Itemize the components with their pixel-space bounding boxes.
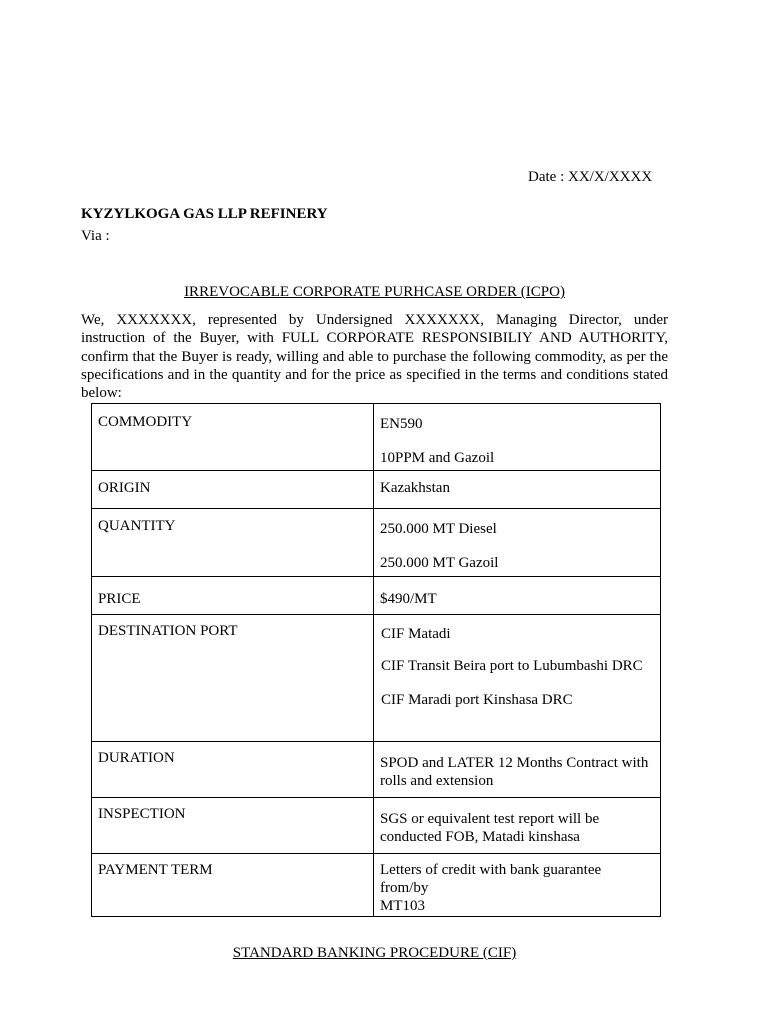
table-row-price (92, 577, 661, 615)
duration-value-cell (374, 742, 661, 798)
quantity-label-cell (92, 509, 374, 577)
inspection-value: SGS or equivalent test report will be conducted FOB, Matadi kinshasa (380, 811, 600, 845)
quantity-value-line: 250.000 MT Diesel (380, 521, 497, 537)
table-row-destination (92, 615, 661, 742)
quantity-value-line: 250.000 MT Gazoil (380, 555, 499, 571)
destination-label: DESTINATION PORT (98, 623, 238, 639)
terms-table (91, 403, 661, 917)
table-row-commodity (92, 404, 661, 471)
inspection-label-cell (92, 798, 374, 854)
table-row-duration (92, 742, 661, 798)
payment-value-cell (374, 854, 661, 917)
quantity-value-cell (374, 509, 661, 577)
destination-label-cell (92, 615, 374, 742)
quantity-label: QUANTITY (98, 518, 176, 534)
document-title: IRREVOCABLE CORPORATE PURHCASE ORDER (ICPO) (184, 284, 565, 300)
duration-value: SPOD and LATER 12 Months Contract with rolls and extension (380, 755, 649, 789)
commodity-value-line: 10PPM and Gazoil (380, 450, 495, 466)
via-line: Via : (81, 228, 110, 244)
table-row-payment (92, 854, 661, 917)
destination-value-line: CIF Maradi port Kinshasa DRC (381, 692, 573, 708)
price-value-cell (374, 577, 661, 615)
origin-label-cell (92, 471, 374, 509)
payment-label-cell (92, 854, 374, 917)
table-row-origin (92, 471, 661, 509)
inspection-value-cell (374, 798, 661, 854)
origin-value: Kazakhstan (380, 480, 450, 496)
table-row-quantity (92, 509, 661, 577)
origin-label: ORIGIN (98, 480, 151, 496)
payment-value-line: MT103 (380, 898, 425, 914)
commodity-label-cell (92, 404, 374, 471)
price-label: PRICE (98, 591, 141, 607)
destination-value-line: CIF Transit Beira port to Lubumbashi DRC (381, 658, 643, 674)
payment-label: PAYMENT TERM (98, 862, 213, 878)
price-label-cell (92, 577, 374, 615)
document-date: Date : XX/X/XXXX (528, 169, 653, 185)
destination-value-cell (374, 615, 661, 742)
inspection-label: INSPECTION (98, 806, 186, 822)
commodity-label: COMMODITY (98, 414, 193, 430)
commodity-value-cell (374, 404, 661, 471)
destination-value-line: CIF Matadi (381, 626, 451, 642)
table-row-inspection (92, 798, 661, 854)
payment-value-line: Letters of credit with bank guarantee from/by (380, 862, 602, 896)
section-title: STANDARD BANKING PROCEDURE (CIF) (232, 945, 517, 961)
price-value: $490/MT (380, 591, 437, 607)
commodity-value-line: EN590 (380, 416, 423, 432)
recipient-company: KYZYLKOGA GAS LLP REFINERY (81, 206, 328, 222)
origin-value-cell (374, 471, 661, 509)
intro-paragraph: We, XXXXXXX, represented by Undersigned XXXXXXX, Managing Director, under instruction of the Buyer, with FULL CORPORATE RESPONSIBILIY AND AUTHORITY, confirm that the Buyer is ready, willing and able to purchase the following commodity, as per the specifications and in the quantity and for the price as specified in the terms and conditions stated below: (81, 312, 668, 402)
duration-label-cell (92, 742, 374, 798)
duration-label: DURATION (98, 750, 175, 766)
